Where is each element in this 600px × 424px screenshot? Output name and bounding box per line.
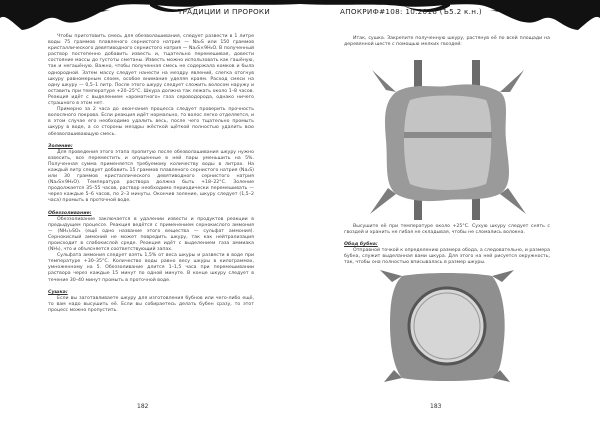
paragraph: Высушите её при температуре около +25°С. Сухую шкуру следует снять с гвоздей и хранить не гибая не складывая, чтобы не сломались волокна. [344,224,550,236]
right-intro-text [344,36,550,48]
paragraph: Примерно за 2 часа до окончания процесса следует проверить прочность волосяного покрова. Если реакция идёт нормально, то волос легко отделяется, и в этом случае его необходимо удалить весь, после чего тщательно промыть шкуру в воде, а со стороны мездры жёсткой щёткой полностью удалить всю обезволашивающую смесь. [48,107,254,137]
paragraph: Чтобы приготовить смесь для обезволашивания, следует развести в 1 литре воды 75 граммов плавленого сернистого натрия — Na₂S или 150 граммов кристаллического девятиводного сернистого натрия — Na₂S×9H₂O. В полученный раствор постепенно добавить известь и, тщательно перемешивая, довести состояние массы до густоты сметаны. Известь можно использовать как гашёную, так и негашёную. Важно, чтобы полученная смесь не содержала комков и была однородной. Затем массу следует нанести на мездру явлений, слегка отогнув шкуру равномерным слоем, особое внимание уделяя краям. Расход смеси на одну шкуру — 0,5–1 литр. После этого шкуру следует сложить волосом наружу и оставить при температуре +20–25°С. Шкура должна так лежать около 1–8 часов. Реакция идёт с выделением «ароматного» газа сероводорода, однако ничего страшного в этом нет. [48,34,254,107]
paragraph: Для проведения этого этапа пропитую после обезволашивания шкуру нужно взвесить, все переместить и опущенные в ней пары уменьшить на 5%. Полученная сумма применяется требуемому количеству воды в литрах. На каждый литр следует добавить 15 граммов плавленого сернистого натрия (Na₂S) или 30 граммов кристаллического девятиводного сернистого натрия (Na₂S×9H₂O). Температура раствора должна быть +18–22°С. Золение продолжается 35–55 часов, раствор необходимо периодически перемешивать — через каждые 5–6 часов, по 2–3 минуты. Окончив золение, шкуру следует (1,5–2 часа) промыть в проточной воде. [48,149,254,204]
page-number-left: 182 [137,403,149,410]
page-number-right: 183 [430,403,442,410]
paragraph: Сульфата аммония следует взять 1,5% от веса шкуры и развести в воде при температуре +30–35°С. Количество воды равно весу шкуры в килограммах, умноженному на 5. Обеззоливание длится 1–1,5 часа при перемешивании раствора через каждые 15 минут по одной минуте. В конце шкуру следует в течение 30–40 минут промыть в проточной воде. [48,253,254,283]
stretched-hide-photo [344,60,550,220]
paragraph: Если вы заготавливаете шкуру для изготовления бубнов или чего-либо ещё, то вам надо высушить её. Если вы собираетесь делать бубен сразу, то этот процесс можно пропустить. [48,295,254,313]
subheading-obod: Обод бубна: [344,242,378,248]
paragraph: Обеззоливание заключается в удалении извести и продуктов реакции в предыдущем процессе. Реакция ведётся с применением сернокислого аммония — (NH₄)₂SO₄ (ещё одно название этого вещества — сульфат аммония). Сернокислый аммоний не может повредить шкуру, так как нейтрализация происходит в слабокислой среде. Реакция идёт с выделением газа аммиака (NH₃), что и объясняется соответствующий запах. [48,216,254,253]
paragraph: Итак, сушка. Закрепите полученную шкуру, растянув её по всей площади на деревянной шесте с помощью мелких гвоздей: [344,36,550,48]
subheading-obezzolivanie: Обеззоливание: [48,210,92,216]
left-header-title: ТРАДИЦИИ И ПРОРОКИ [177,7,270,16]
paragraph: Отправной точкой к определению размера обода, а следовательно, и размера бубна, служит выделанная вами шкура. Для этого на ней рисуется окружность, так, чтобы она полностью вписывалась в размер шкуры. [344,248,550,266]
right-page [300,0,600,424]
subheading-sushka: Сушка: [48,289,68,295]
subheading-zolenie: Золение: [48,143,73,149]
drum-rim-photo [344,270,550,382]
left-body-text [48,34,254,314]
right-header-title: АПОКРИФ#108: 10.2016 (Ъ5.2 к.н.) [340,7,482,16]
right-caption-text [344,224,550,267]
